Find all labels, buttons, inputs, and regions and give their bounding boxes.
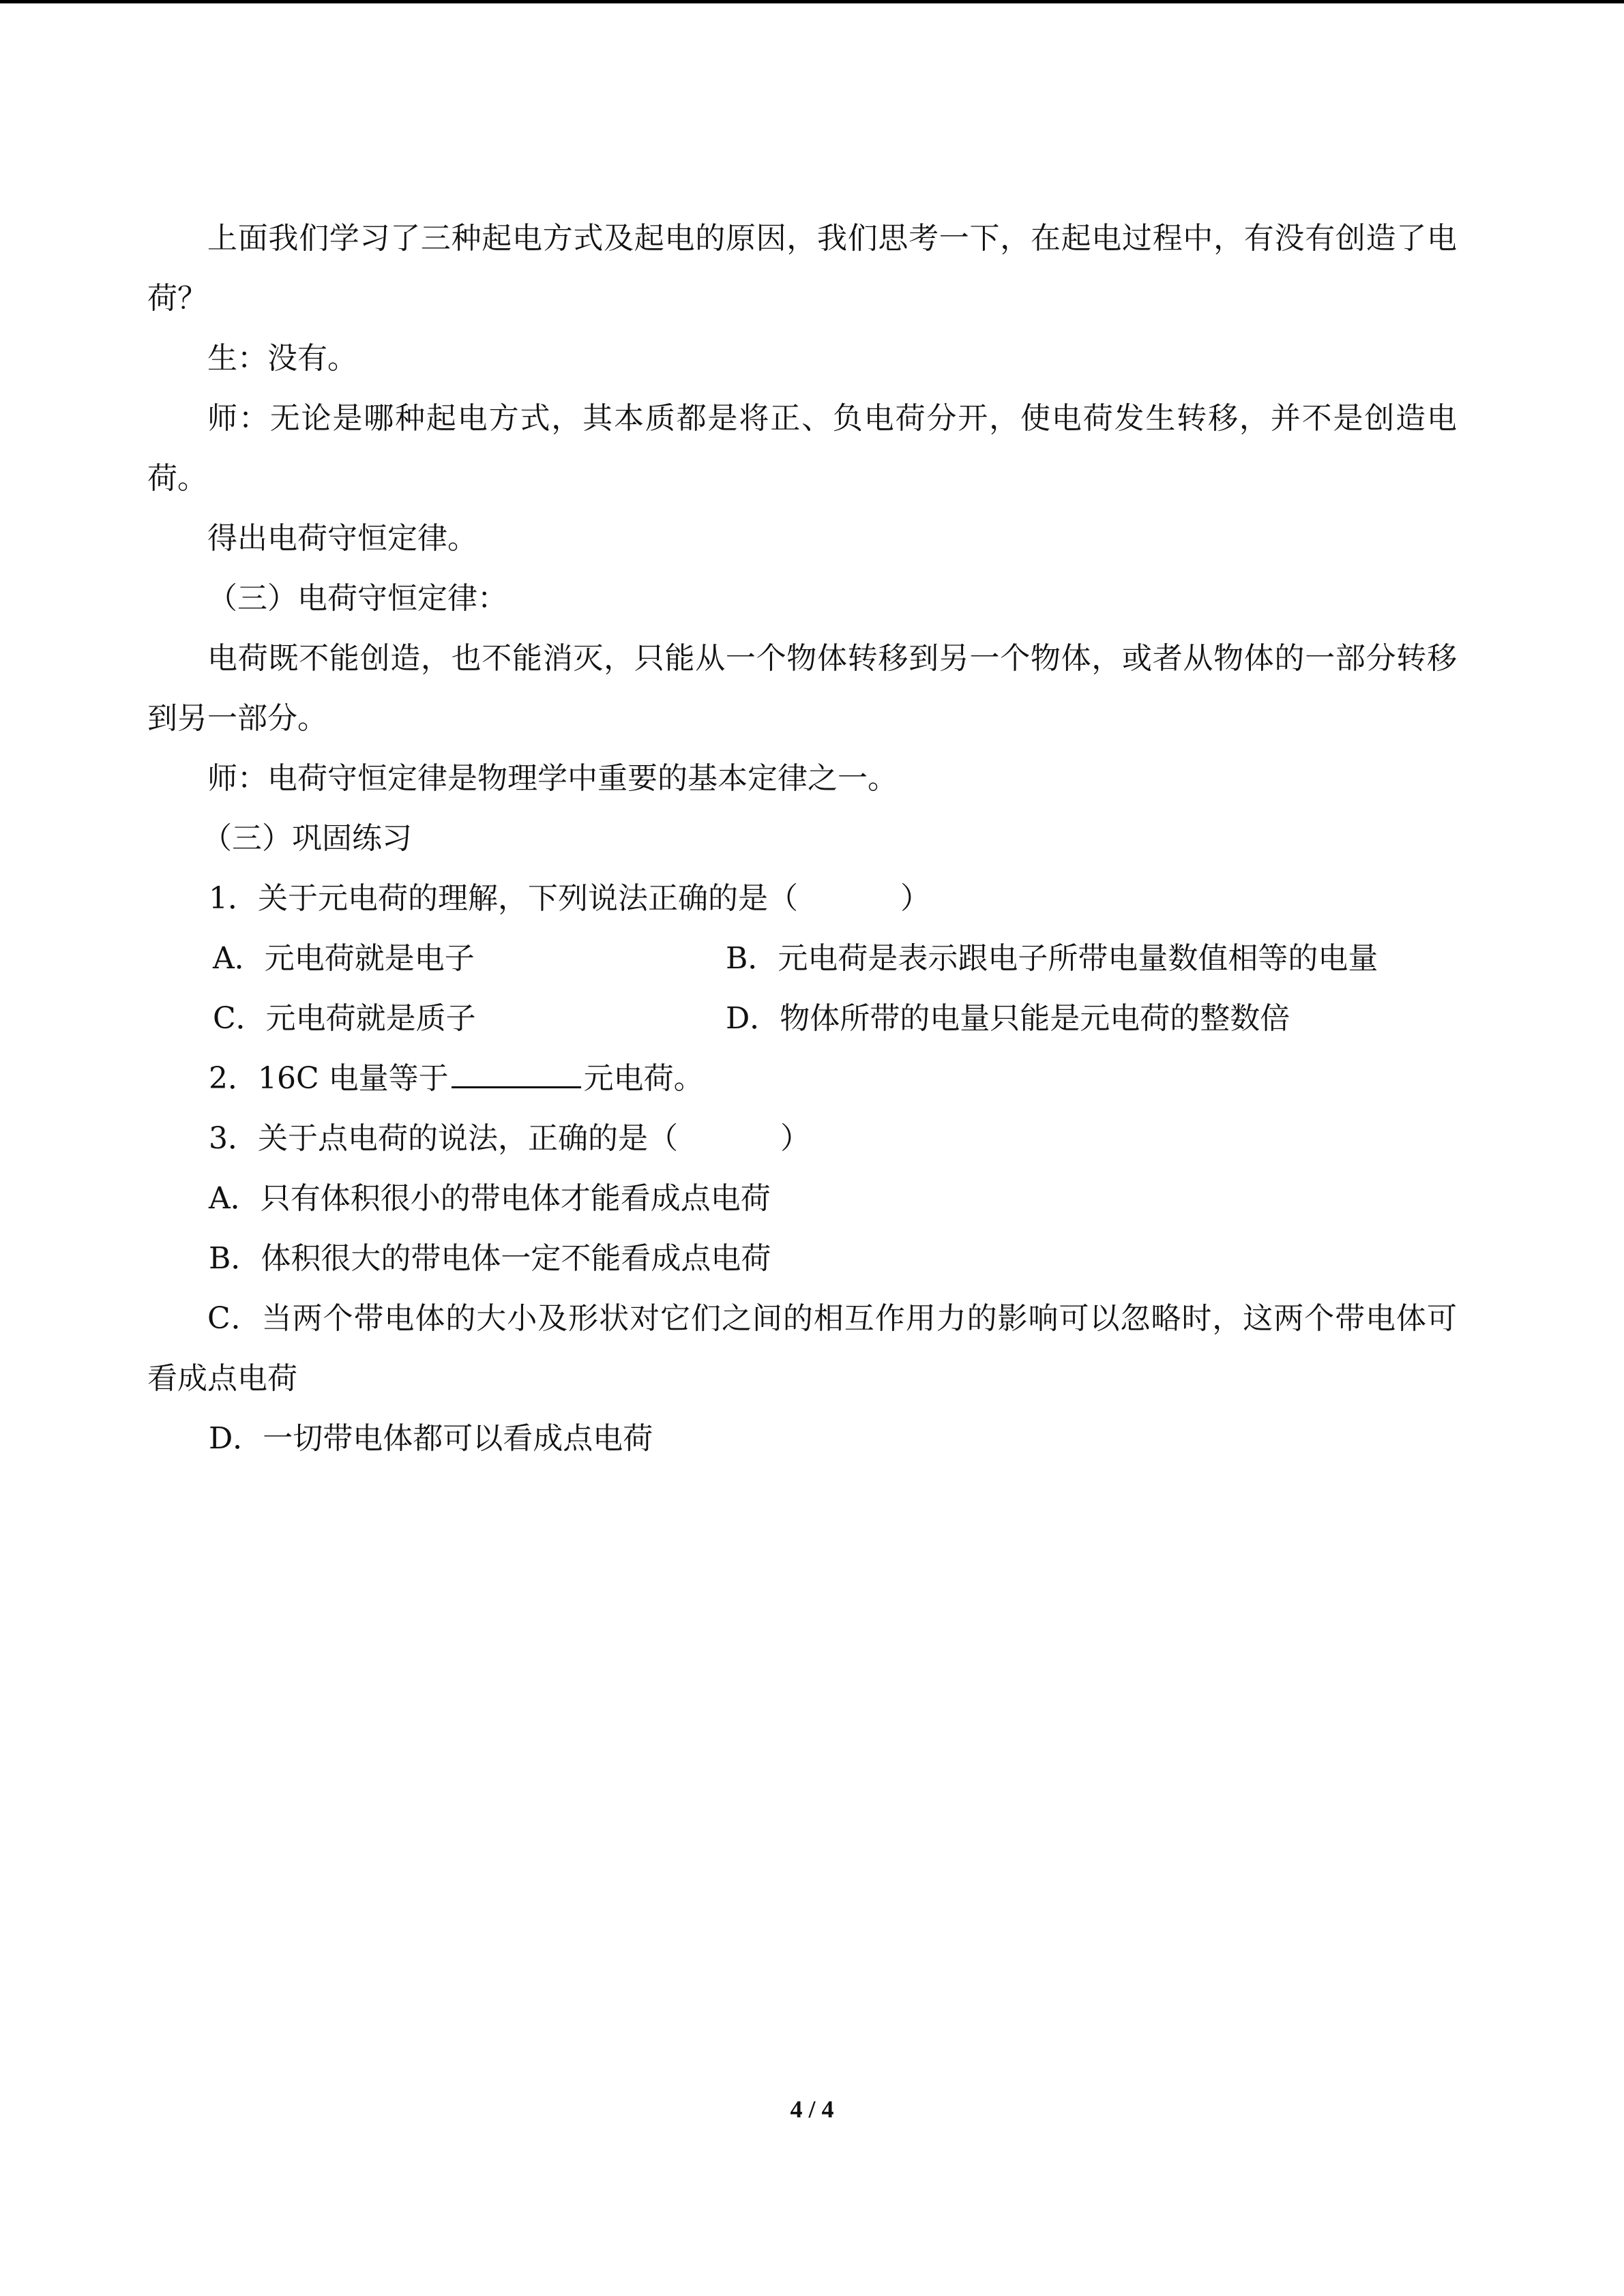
question-2-stem-end: 元电荷。 <box>583 1061 704 1096</box>
question-1-option-c: C．元电荷就是质子 <box>213 1001 476 1036</box>
question-1-stem-text: 1．关于元电荷的理解，下列说法正确的是（ <box>209 881 798 916</box>
question-3-stem-close: ） <box>780 1121 810 1156</box>
question-2-fill-blank <box>452 1052 581 1088</box>
question-1-options-row-1 <box>147 929 1457 989</box>
section-heading-practice: （三）巩固练习 <box>202 821 412 856</box>
question-3-option-a: A．只有体积很小的带电体才能看成点电荷 <box>209 1181 771 1216</box>
paragraph-teacher-remark: 师：电荷守恒定律是物理学中重要的基本定律之一。 <box>207 761 898 796</box>
paragraph-charge-creation-question: 上面我们学习了三种起电方式及起电的原因，我们思考一下，在起电过程中，有没有创造了电荷？ <box>147 221 1457 316</box>
question-1-option-a: A．元电荷就是电子 <box>213 941 475 976</box>
section-heading-conservation-law: （三）电荷守恒定律： <box>207 581 507 616</box>
question-1-option-b: B．元电荷是表示跟电子所带电量数值相等的电量 <box>726 941 1378 976</box>
page-number: 4 / 4 <box>790 2096 834 2123</box>
question-2-stem <box>147 1049 1457 1109</box>
paragraph-teacher-explanation: 师：无论是哪种起电方式，其本质都是将正、负电荷分开，使电荷发生转移，并不是创造电荷。 <box>147 401 1457 496</box>
question-2-stem-text: 2．16C 电量等于 <box>209 1061 449 1096</box>
question-1-stem-close: ） <box>900 881 930 916</box>
question-3-option-d: D．一切带电体都可以看成点电荷 <box>209 1421 653 1456</box>
question-3-stem <box>147 1109 1457 1169</box>
question-1-options-row-2 <box>147 989 1457 1049</box>
question-1-stem <box>147 869 1457 929</box>
document-body <box>147 209 1457 1469</box>
question-1-option-d: D．物体所带的电量只能是元电荷的整数倍 <box>726 1001 1290 1036</box>
paragraph-student-answer: 生：没有。 <box>207 341 357 376</box>
question-3-stem-text: 3．关于点电荷的说法，正确的是（ <box>209 1121 678 1156</box>
paragraph-conclusion: 得出电荷守恒定律。 <box>207 521 477 556</box>
page-top-rule <box>0 0 1624 3</box>
paragraph-conservation-law-statement: 电荷既不能创造，也不能消灭，只能从一个物体转移到另一个物体，或者从物体的一部分转移到另一部分。 <box>147 641 1457 736</box>
question-3-option-b: B．体积很大的带电体一定不能看成点电荷 <box>209 1241 771 1276</box>
question-3-option-c: C．当两个带电体的大小及形状对它们之间的相互作用力的影响可以忽略时，这两个带电体可看成点电荷 <box>147 1301 1457 1396</box>
